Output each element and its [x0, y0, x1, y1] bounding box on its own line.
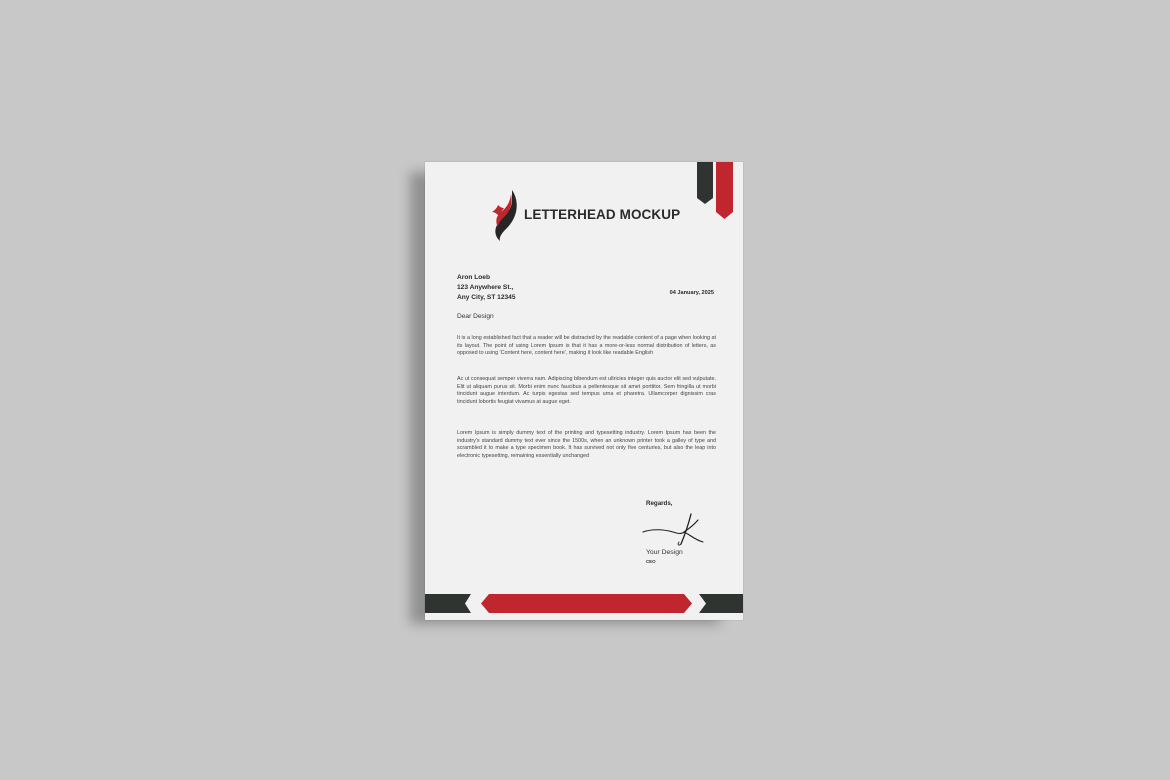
sender-city: Any City, ST 12345 — [457, 294, 516, 301]
brand-name: LETTERHEAD MOCKUP — [524, 207, 681, 222]
closing-regards: Regards, — [646, 500, 673, 507]
dark-ribbon — [697, 162, 713, 204]
letter-date: 04 January, 2025 — [669, 290, 714, 296]
sender-name: Aron Loeb — [457, 274, 490, 281]
body-paragraph-3: Lorem Ipsum is simply dummy text of the printing and typesetting industry. Lorem Ipsum has been the industry's standard dummy text ever since the 1500s, when an unknown printer took a galley of type and scrambled it to make a type specimen book. It has survived not only five centuries, but also the leap into electronic typesetting, remaining essentially unchanged — [457, 430, 716, 459]
top-ribbons — [697, 162, 737, 222]
footer-dark-left — [425, 594, 471, 613]
signer-title: CEO — [646, 559, 656, 564]
footer-dark-right — [699, 594, 743, 613]
phoenix-flame-icon — [490, 188, 520, 242]
body-paragraph-1: It is a long established fact that a reader will be distracted by the readable content of a page when looking at its layout. The point of using Lorem Ipsum is that it has a more-or-less normal distribution of letters, as opposed to using 'Content here, content here', making it look like readable English — [457, 335, 716, 357]
red-ribbon — [716, 162, 733, 219]
footer-red-center — [481, 594, 692, 613]
footer-ribbons — [425, 593, 743, 614]
signer-name: Your Design — [646, 549, 683, 556]
sender-address — [457, 273, 516, 303]
handwritten-signature — [641, 510, 709, 550]
sender-street: 123 Anywhere St., — [457, 284, 514, 291]
body-paragraph-2: Ac ut consequat semper viverra nam. Adipiscing bibendum est ultricies integer quis auctor elit sed vulputate. Elit ut aliquam purus sit. Morbi enim nunc faucibus a pellentesque sit amet porttitor. Sem fringilla ut morbi tincidunt augue interdum. Ac turpis egestas sed tempus urna et pharetra. Ullamcorper dignissim cras tincidunt lobortis feugiat vivamus at augue eget. — [457, 376, 716, 405]
greeting: Dear Design — [457, 313, 494, 320]
letterhead-paper — [425, 162, 743, 620]
